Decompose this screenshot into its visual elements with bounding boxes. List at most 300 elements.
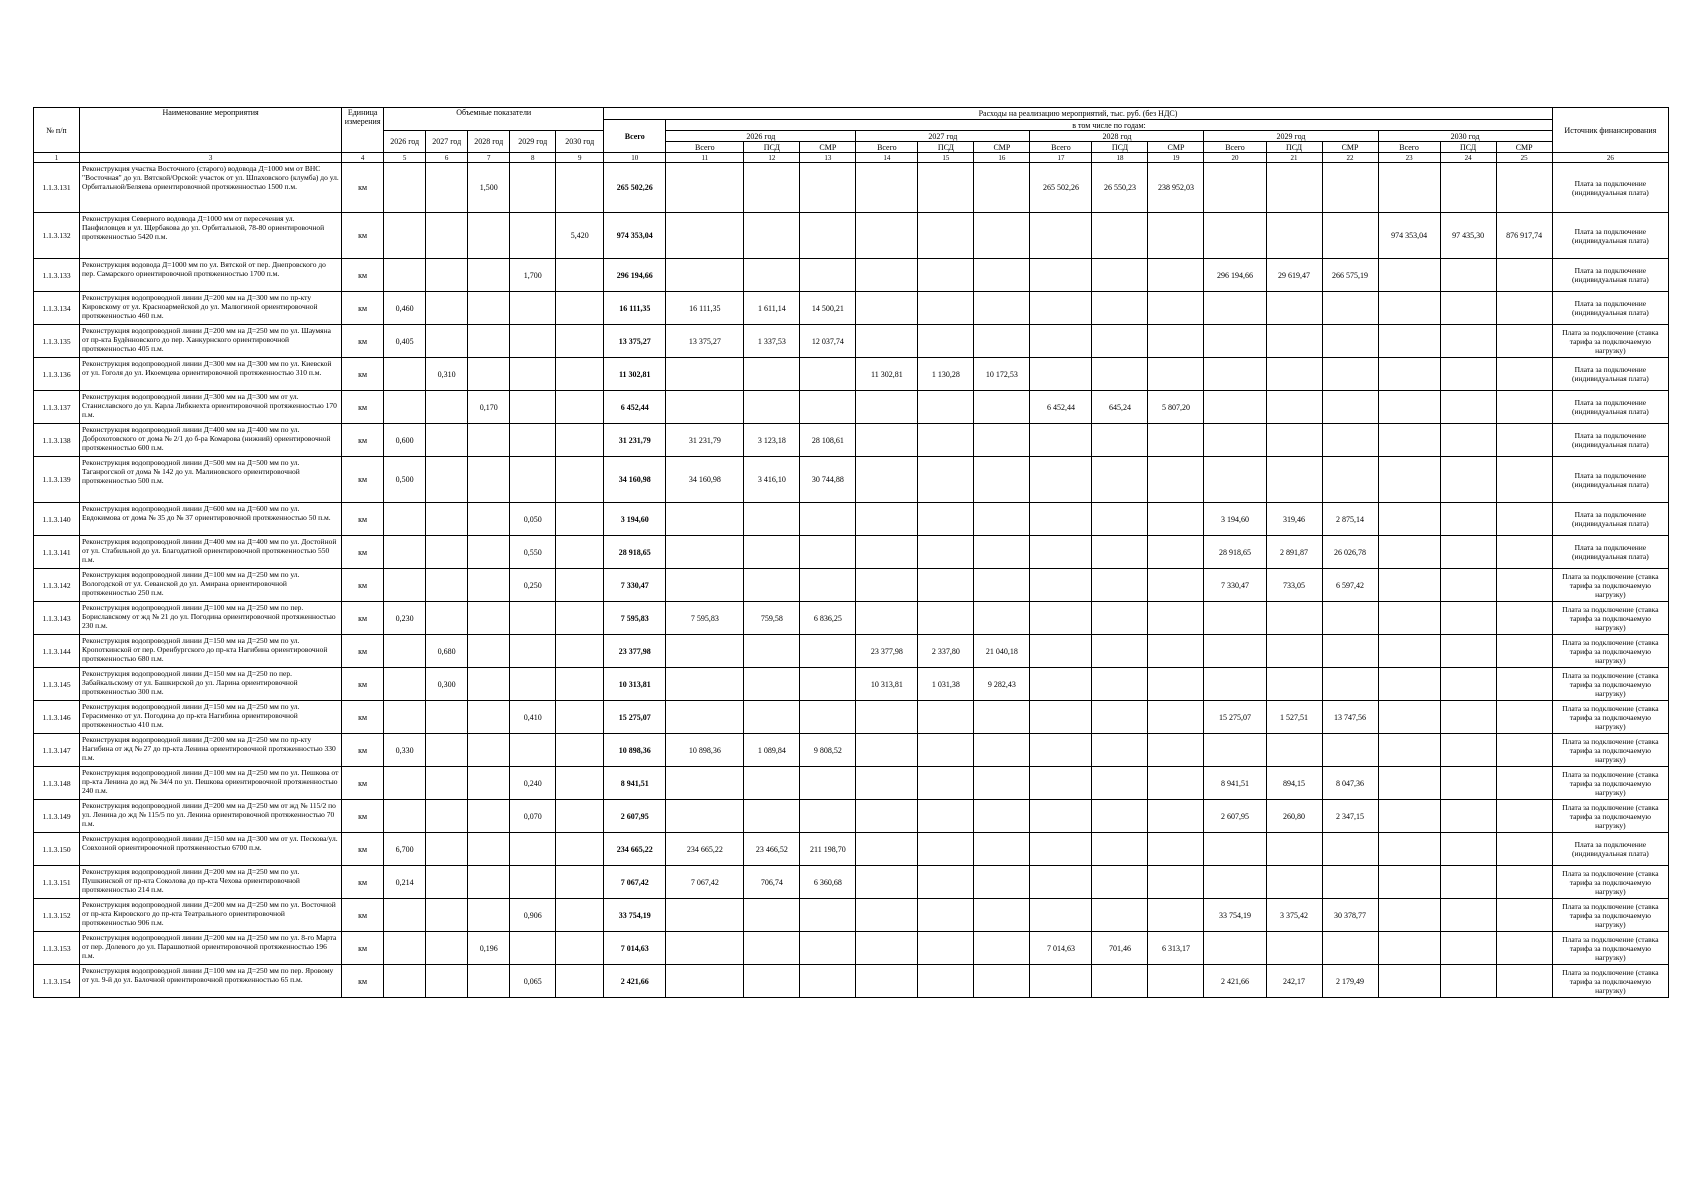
volume-cell (468, 800, 510, 833)
year-smr-cell (1148, 292, 1204, 325)
table-row (34, 734, 1669, 767)
row-number: 1.1.3.143 (34, 602, 80, 635)
year-smr-cell (1496, 734, 1552, 767)
volume-cell (510, 325, 556, 358)
unit-cell: км (342, 569, 384, 602)
year-smr-cell: 28 108,61 (800, 424, 856, 457)
year-total-cell (856, 932, 918, 965)
year-psd-cell (918, 391, 974, 424)
year-psd-cell (1440, 358, 1496, 391)
table-header (34, 108, 1669, 163)
volume-cell (556, 932, 604, 965)
year-smr-cell: 238 952,03 (1148, 163, 1204, 213)
volume-cell (556, 668, 604, 701)
year-smr-cell: 266 575,19 (1322, 259, 1378, 292)
total-cost: 15 275,07 (604, 701, 666, 734)
volume-cell (556, 734, 604, 767)
year-total-cell (1030, 213, 1092, 259)
measure-name: Реконструкция водопроводной линии Д=400 мм на Д=400 мм по ул. Доброхотовского от дома № 2/1 до б-ра Комарова (нижний) ориентировочной протяженностью 600 п.м. (80, 424, 342, 457)
year-total-cell: 6 452,44 (1030, 391, 1092, 424)
volume-cell (426, 292, 468, 325)
year-psd-cell: 894,15 (1266, 767, 1322, 800)
volume-cell (510, 932, 556, 965)
header-exp-year: 2027 год (856, 131, 1030, 142)
measure-name: Реконструкция водопроводной линии Д=100 мм на Д=250 мм по ул. Вологодской от ул. Севанской до ул. Амирана ориентировочной протяженностью 250 п.м. (80, 569, 342, 602)
volume-cell (468, 635, 510, 668)
year-total-cell (666, 358, 744, 391)
header-vol-year: 2030 год (556, 131, 604, 153)
year-psd-cell: 29 619,47 (1266, 259, 1322, 292)
year-total-cell (1378, 325, 1440, 358)
year-psd-cell: 645,24 (1092, 391, 1148, 424)
volume-cell (426, 734, 468, 767)
volume-cell (384, 668, 426, 701)
year-psd-cell (918, 932, 974, 965)
total-cost: 265 502,26 (604, 163, 666, 213)
year-psd-cell (1092, 457, 1148, 503)
funding-source: Плата за подключение (индивидуальная плата) (1552, 163, 1668, 213)
header-sub-smr: СМР (1322, 142, 1378, 153)
funding-source: Плата за подключение (ставка тарифа за подключаемую нагрузку) (1552, 734, 1668, 767)
year-smr-cell (1322, 602, 1378, 635)
year-smr-cell (974, 932, 1030, 965)
header-sub-psd: ПСД (1440, 142, 1496, 153)
column-number: 7 (468, 153, 510, 163)
year-smr-cell (974, 899, 1030, 932)
row-number: 1.1.3.137 (34, 391, 80, 424)
year-psd-cell (1266, 292, 1322, 325)
header-exp-year: 2028 год (1030, 131, 1204, 142)
year-total-cell (1030, 701, 1092, 734)
volume-cell (468, 457, 510, 503)
table-row (34, 503, 1669, 536)
year-total-cell (856, 965, 918, 998)
year-total-cell (666, 259, 744, 292)
year-psd-cell: 733,05 (1266, 569, 1322, 602)
year-total-cell (856, 325, 918, 358)
year-total-cell (1378, 569, 1440, 602)
year-smr-cell (1322, 391, 1378, 424)
year-total-cell (856, 602, 918, 635)
year-psd-cell: 2 891,87 (1266, 536, 1322, 569)
volume-cell (384, 391, 426, 424)
year-smr-cell (1496, 833, 1552, 866)
year-smr-cell: 9 808,52 (800, 734, 856, 767)
year-psd-cell (1092, 259, 1148, 292)
volume-cell (426, 701, 468, 734)
year-smr-cell (1496, 163, 1552, 213)
year-total-cell (1378, 965, 1440, 998)
volume-cell (510, 602, 556, 635)
year-smr-cell (1496, 424, 1552, 457)
volume-cell (426, 899, 468, 932)
volume-cell: 0,250 (510, 569, 556, 602)
volume-cell (510, 457, 556, 503)
year-smr-cell: 2 875,14 (1322, 503, 1378, 536)
year-total-cell (856, 767, 918, 800)
unit-cell: км (342, 503, 384, 536)
volume-cell (468, 503, 510, 536)
column-number: 17 (1030, 153, 1092, 163)
funding-source: Плата за подключение (индивидуальная плата) (1552, 424, 1668, 457)
volume-cell: 5,420 (556, 213, 604, 259)
table-row (34, 358, 1669, 391)
year-smr-cell (1148, 325, 1204, 358)
year-smr-cell (1496, 457, 1552, 503)
volume-cell (426, 965, 468, 998)
header-vol-year: 2026 год (384, 131, 426, 153)
year-smr-cell (974, 965, 1030, 998)
year-psd-cell (918, 965, 974, 998)
table-row (34, 457, 1669, 503)
year-total-cell (1030, 536, 1092, 569)
year-psd-cell: 1 337,53 (744, 325, 800, 358)
year-total-cell: 13 375,27 (666, 325, 744, 358)
header-sub-total: Всего (1030, 142, 1092, 153)
measure-name: Реконструкция водопроводной линии Д=150 мм на Д=300 мм от ул. Пескова/ул. Совхозной ориентировочной протяженностью 6700 п.м. (80, 833, 342, 866)
year-total-cell: 23 377,98 (856, 635, 918, 668)
total-cost: 16 111,35 (604, 292, 666, 325)
year-psd-cell (744, 213, 800, 259)
unit-cell: км (342, 602, 384, 635)
year-smr-cell (1496, 325, 1552, 358)
table-body (34, 163, 1669, 998)
unit-cell: км (342, 457, 384, 503)
volume-cell (468, 536, 510, 569)
volume-cell: 0,500 (384, 457, 426, 503)
table-row (34, 932, 1669, 965)
year-total-cell: 2 607,95 (1204, 800, 1266, 833)
year-total-cell (1204, 325, 1266, 358)
volume-cell: 0,330 (384, 734, 426, 767)
year-psd-cell (744, 569, 800, 602)
funding-source: Плата за подключение (индивидуальная плата) (1552, 391, 1668, 424)
year-psd-cell (1440, 292, 1496, 325)
year-total-cell (1204, 163, 1266, 213)
table-row (34, 325, 1669, 358)
year-smr-cell (1496, 536, 1552, 569)
year-smr-cell (1322, 635, 1378, 668)
year-total-cell: 7 014,63 (1030, 932, 1092, 965)
year-smr-cell (800, 932, 856, 965)
volume-cell (510, 635, 556, 668)
funding-source: Плата за подключение (ставка тарифа за подключаемую нагрузку) (1552, 569, 1668, 602)
year-psd-cell (744, 668, 800, 701)
column-number: 14 (856, 153, 918, 163)
column-number: 16 (974, 153, 1030, 163)
volume-cell (556, 259, 604, 292)
measure-name: Реконструкция водопроводной линии Д=100 мм на Д=250 мм по пер. Яровому от ул. 9-й до ул. Балочной ориентировочной протяженностью 65 п.м. (80, 965, 342, 998)
volume-cell (468, 833, 510, 866)
volume-cell (426, 833, 468, 866)
volume-cell (510, 358, 556, 391)
year-psd-cell (1092, 866, 1148, 899)
year-smr-cell: 2 179,49 (1322, 965, 1378, 998)
row-number: 1.1.3.150 (34, 833, 80, 866)
year-smr-cell (1496, 503, 1552, 536)
year-total-cell: 10 313,81 (856, 668, 918, 701)
header-expenses: Расходы на реализацию мероприятий, тыс. руб. (без НДС) (604, 108, 1552, 120)
unit-cell: км (342, 635, 384, 668)
year-psd-cell: 706,74 (744, 866, 800, 899)
volume-cell (384, 635, 426, 668)
year-psd-cell (1092, 358, 1148, 391)
funding-source: Плата за подключение (индивидуальная плата) (1552, 259, 1668, 292)
year-total-cell (1378, 899, 1440, 932)
year-total-cell: 296 194,66 (1204, 259, 1266, 292)
table-row (34, 213, 1669, 259)
year-psd-cell (1440, 635, 1496, 668)
year-psd-cell (918, 292, 974, 325)
year-psd-cell (918, 602, 974, 635)
year-smr-cell (1148, 701, 1204, 734)
year-psd-cell (918, 424, 974, 457)
year-total-cell (1030, 569, 1092, 602)
row-number: 1.1.3.146 (34, 701, 80, 734)
year-smr-cell (974, 536, 1030, 569)
year-smr-cell: 14 500,21 (800, 292, 856, 325)
year-smr-cell (974, 391, 1030, 424)
year-psd-cell (918, 259, 974, 292)
volume-cell (556, 325, 604, 358)
year-total-cell (1030, 668, 1092, 701)
year-psd-cell: 97 435,30 (1440, 213, 1496, 259)
volume-cell (510, 163, 556, 213)
year-smr-cell (1148, 833, 1204, 866)
year-smr-cell (1148, 503, 1204, 536)
year-total-cell: 34 160,98 (666, 457, 744, 503)
row-number: 1.1.3.148 (34, 767, 80, 800)
year-smr-cell (974, 833, 1030, 866)
year-smr-cell: 12 037,74 (800, 325, 856, 358)
year-total-cell (856, 503, 918, 536)
column-number: 6 (426, 153, 468, 163)
header-exp-year: 2026 год (666, 131, 856, 142)
year-total-cell (1030, 259, 1092, 292)
year-psd-cell (1092, 899, 1148, 932)
volume-cell (384, 701, 426, 734)
volume-cell (556, 503, 604, 536)
year-psd-cell (1266, 866, 1322, 899)
year-total-cell (1378, 668, 1440, 701)
year-smr-cell (1322, 833, 1378, 866)
year-psd-cell: 1 130,28 (918, 358, 974, 391)
year-psd-cell (918, 767, 974, 800)
year-smr-cell (1148, 767, 1204, 800)
year-psd-cell (1440, 602, 1496, 635)
year-psd-cell (744, 932, 800, 965)
volume-cell (510, 213, 556, 259)
year-total-cell (856, 292, 918, 325)
year-smr-cell: 211 198,70 (800, 833, 856, 866)
year-total-cell (1204, 457, 1266, 503)
year-total-cell (1378, 635, 1440, 668)
year-total-cell: 33 754,19 (1204, 899, 1266, 932)
year-smr-cell (1148, 668, 1204, 701)
unit-cell: км (342, 701, 384, 734)
total-cost: 2 421,66 (604, 965, 666, 998)
total-cost: 7 595,83 (604, 602, 666, 635)
year-psd-cell (744, 899, 800, 932)
measure-name: Реконструкция водопроводной линии Д=600 мм на Д=600 мм по ул. Евдокимова от дома № 35 до № 37 ориентировочной протяженностью 50 п.м. (80, 503, 342, 536)
year-smr-cell (1148, 213, 1204, 259)
year-psd-cell (744, 965, 800, 998)
year-total-cell (856, 569, 918, 602)
row-number: 1.1.3.144 (34, 635, 80, 668)
measure-name: Реконструкция водопроводной линии Д=500 мм на Д=500 мм по ул. Таганрогской от дома № 142 до ул. Малиновского ориентировочной протяженностью 500 п.м. (80, 457, 342, 503)
year-smr-cell (1148, 259, 1204, 292)
volume-cell (510, 668, 556, 701)
row-number: 1.1.3.138 (34, 424, 80, 457)
column-number: 3 (80, 153, 342, 163)
column-number: 12 (744, 153, 800, 163)
volume-cell (510, 424, 556, 457)
year-psd-cell (1092, 536, 1148, 569)
volume-cell (384, 932, 426, 965)
year-smr-cell (974, 213, 1030, 259)
year-total-cell (1204, 668, 1266, 701)
column-number: 8 (510, 153, 556, 163)
year-total-cell (1030, 899, 1092, 932)
year-psd-cell: 3 123,18 (744, 424, 800, 457)
unit-cell: км (342, 391, 384, 424)
volume-cell: 0,230 (384, 602, 426, 635)
volume-cell: 0,600 (384, 424, 426, 457)
header-column-numbers (34, 153, 1669, 163)
total-cost: 33 754,19 (604, 899, 666, 932)
year-total-cell (666, 899, 744, 932)
year-smr-cell (1496, 965, 1552, 998)
year-smr-cell (1148, 635, 1204, 668)
year-total-cell (1204, 833, 1266, 866)
volume-cell (510, 391, 556, 424)
year-total-cell: 10 898,36 (666, 734, 744, 767)
year-psd-cell (1092, 213, 1148, 259)
year-psd-cell: 1 031,38 (918, 668, 974, 701)
volume-cell (468, 292, 510, 325)
column-number: 15 (918, 153, 974, 163)
year-total-cell (1204, 635, 1266, 668)
column-number: 9 (556, 153, 604, 163)
header-sub-smr: СМР (1148, 142, 1204, 153)
year-psd-cell (1266, 602, 1322, 635)
volume-cell (468, 701, 510, 734)
measure-name: Реконструкция водопроводной линии Д=200 мм на Д=250 мм по ул. Восточной от пр-кта Кировского до пр-кта Театрального ориентировочной протяженностью 906 п.м. (80, 899, 342, 932)
total-cost: 10 898,36 (604, 734, 666, 767)
year-psd-cell (1440, 701, 1496, 734)
year-smr-cell (974, 259, 1030, 292)
table-row (34, 833, 1669, 866)
year-psd-cell (1440, 163, 1496, 213)
year-smr-cell: 5 807,20 (1148, 391, 1204, 424)
header-source: Источник финансирования (1552, 108, 1668, 153)
year-psd-cell (918, 866, 974, 899)
measure-name: Реконструкция водопроводной линии Д=150 мм на Д=250 по пер. Забайкальскому от ул. Башкирской до ул. Ларина ориентировочной протяженностью 300 п.м. (80, 668, 342, 701)
year-smr-cell (800, 358, 856, 391)
volume-cell: 0,050 (510, 503, 556, 536)
year-total-cell (1030, 866, 1092, 899)
total-cost: 234 665,22 (604, 833, 666, 866)
year-total-cell (1030, 635, 1092, 668)
year-psd-cell (918, 833, 974, 866)
year-psd-cell (1092, 569, 1148, 602)
year-psd-cell (744, 503, 800, 536)
volume-cell (426, 163, 468, 213)
year-smr-cell (1322, 457, 1378, 503)
measure-name: Реконструкция водопроводной линии Д=200 мм на Д=250 мм от жд № 115/2 по ул. Ленина до жд № 115/5 по ул. Ленина ориентировочной протяженностью 70 п.м. (80, 800, 342, 833)
year-smr-cell (800, 668, 856, 701)
year-total-cell (666, 800, 744, 833)
volume-cell (468, 668, 510, 701)
header-sub-total: Всего (1378, 142, 1440, 153)
volume-cell (556, 965, 604, 998)
unit-cell: км (342, 292, 384, 325)
volume-cell (468, 213, 510, 259)
header-vol-year: 2029 год (510, 131, 556, 153)
year-total-cell (1378, 866, 1440, 899)
year-psd-cell (1440, 734, 1496, 767)
year-smr-cell (1148, 965, 1204, 998)
year-psd-cell (918, 569, 974, 602)
year-smr-cell (974, 800, 1030, 833)
year-smr-cell (1322, 292, 1378, 325)
header-unit: Единица измерения (342, 108, 384, 153)
total-cost: 34 160,98 (604, 457, 666, 503)
year-psd-cell (1440, 457, 1496, 503)
year-total-cell (1204, 932, 1266, 965)
column-number: 23 (1378, 153, 1440, 163)
header-sub-smr: СМР (800, 142, 856, 153)
volume-cell: 0,460 (384, 292, 426, 325)
column-number: 1 (34, 153, 80, 163)
year-total-cell (1378, 457, 1440, 503)
header-num: № п/п (34, 108, 80, 153)
unit-cell: км (342, 536, 384, 569)
year-total-cell (1378, 358, 1440, 391)
year-psd-cell: 1 089,84 (744, 734, 800, 767)
year-total-cell (666, 503, 744, 536)
volume-cell (556, 163, 604, 213)
header-vol-year: 2027 год (426, 131, 468, 153)
funding-source: Плата за подключение (индивидуальная плата) (1552, 457, 1668, 503)
year-smr-cell: 13 747,56 (1322, 701, 1378, 734)
year-smr-cell: 876 917,74 (1496, 213, 1552, 259)
header-vol-year: 2028 год (468, 131, 510, 153)
year-psd-cell (744, 536, 800, 569)
year-psd-cell (1440, 325, 1496, 358)
funding-source: Плата за подключение (индивидуальная плата) (1552, 213, 1668, 259)
year-smr-cell (1496, 635, 1552, 668)
total-cost: 2 607,95 (604, 800, 666, 833)
table-row (34, 701, 1669, 734)
header-sub-psd: ПСД (918, 142, 974, 153)
funding-source: Плата за подключение (ставка тарифа за подключаемую нагрузку) (1552, 800, 1668, 833)
table-row (34, 668, 1669, 701)
year-smr-cell: 21 040,18 (974, 635, 1030, 668)
row-number: 1.1.3.141 (34, 536, 80, 569)
row-number: 1.1.3.136 (34, 358, 80, 391)
funding-source: Плата за подключение (индивидуальная плата) (1552, 536, 1668, 569)
volume-cell: 0,240 (510, 767, 556, 800)
year-psd-cell (1440, 536, 1496, 569)
year-smr-cell (1148, 734, 1204, 767)
total-cost: 7 067,42 (604, 866, 666, 899)
year-total-cell (666, 932, 744, 965)
year-psd-cell (918, 734, 974, 767)
year-psd-cell (1440, 424, 1496, 457)
year-total-cell (1378, 602, 1440, 635)
table-row (34, 800, 1669, 833)
